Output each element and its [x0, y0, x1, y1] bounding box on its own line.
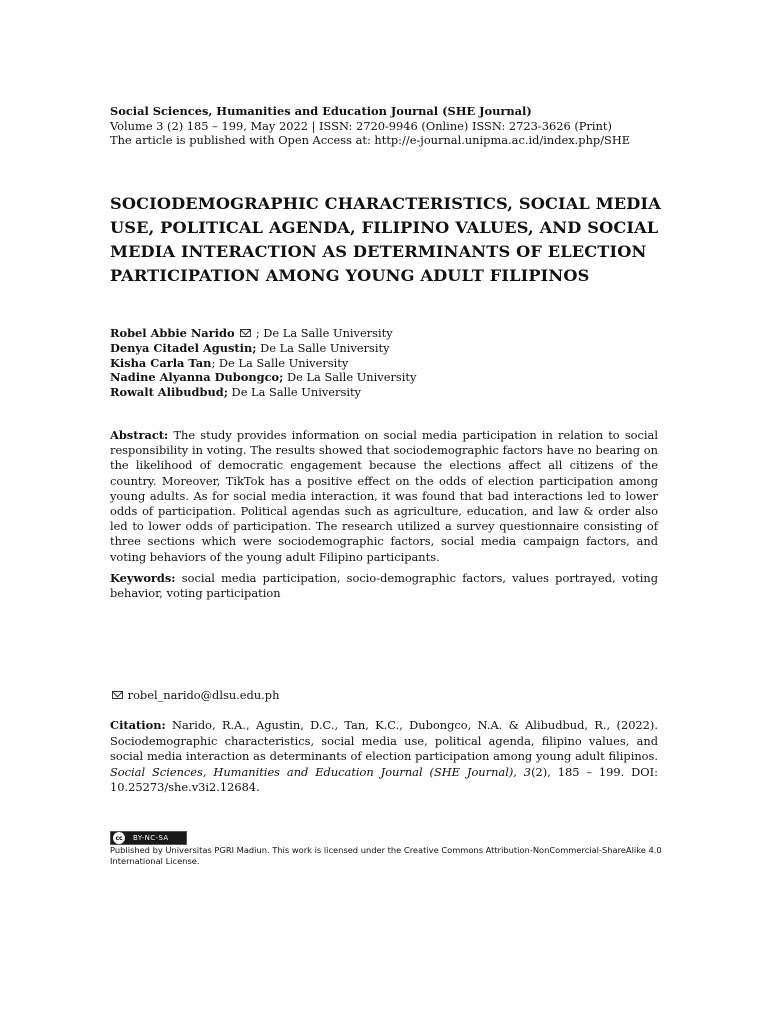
- author-item: [110, 326, 658, 341]
- email-address[interactable]: robel_narido@dlsu.edu.ph: [127, 688, 280, 702]
- author-affiliation: De La Salle University: [227, 385, 361, 400]
- author-item: [110, 341, 658, 356]
- cc-icon: cc: [113, 832, 125, 844]
- author-name: Robel Abbie Narido: [110, 326, 235, 340]
- corresponding-email: [110, 688, 279, 702]
- citation-text: Narido, R.A., Agustin, D.C., Tan, K.C., Dubongco, N.A. & Alibudbud, R., (2022). Sociodemographic characteristics, social media use, political agenda, filipino values, and social media interaction as determinants of election participation among young adult filipinos.: [110, 718, 658, 764]
- abstract-text: The study provides information on social media participation in relation to social responsibility in voting. The results showed that sociodemographic factors have no bearing on the likelihood of democratic engagement because the elections affect all citizens of the country. Moreover, TikTok has a positive effect on the odds of election participation among young adults. As for social media interaction, it was found that bad interactions led to lower odds of participation. Political agendas such as agriculture, education, and law & order also led to lower odds of participation. The research utilized a survey questionnaire consisting of three sections which were sociodemographic factors, social media campaign factors, and voting behaviors of the young adult Filipino participants.: [110, 428, 658, 564]
- author-name: Kisha Carla Tan: [110, 355, 212, 370]
- author-affiliation: De La Salle University: [256, 340, 390, 355]
- cc-license-badge[interactable]: [110, 831, 187, 845]
- license-statement: Published by Universitas PGRI Madiun. This work is licensed under the Creative Commons Attribution-NonCommercial-ShareAlike 4.0 International License.: [110, 845, 662, 867]
- cc-badge-text: BY-NC-SA: [133, 834, 169, 842]
- author-name: Rowalt Alibudbud;: [110, 385, 228, 400]
- article-title: SOCIODEMOGRAPHIC CHARACTERISTICS, SOCIAL MEDIA USE, POLITICAL AGENDA, FILIPINO VALUES, AND SOCIAL MEDIA INTERACTION AS DETERMINANTS OF ELECTION PARTICIPATION AMONG YOUNG ADULT FILIPINOS: [110, 194, 661, 285]
- citation-label: Citation:: [110, 718, 166, 732]
- author-affiliation: De La Salle University: [283, 370, 417, 385]
- keywords: [110, 571, 658, 601]
- citation-journal: Social Sciences, Humanities and Education Journal (SHE Journal), 3: [110, 764, 532, 779]
- citation-issue: (2), 185 – 199. DOI: 10.25273/she.v3i2.12684.: [110, 764, 658, 795]
- author-item: [110, 370, 658, 385]
- keywords-text: social media participation, socio-demographic factors, values portrayed, voting behavior, voting participation: [110, 571, 658, 601]
- journal-name: Social Sciences, Humanities and Education Journal (SHE Journal): [110, 104, 532, 118]
- author-name: Nadine Alyanna Dubongco;: [110, 370, 284, 385]
- journal-volume: Volume 3 (2) 185 – 199, May 2022 | ISSN: 2720-9946 (Online) ISSN: 2723-3626 (Print): [110, 118, 612, 133]
- journal-access: The article is published with Open Access at: http://e-journal.unipma.ac.id/index.php/SHE: [110, 133, 631, 148]
- abstract: [110, 428, 658, 565]
- author-list: [110, 326, 658, 400]
- citation: [110, 718, 658, 796]
- author-affiliation: ; De La Salle University: [211, 355, 349, 370]
- journal-header: [110, 104, 670, 148]
- author-item: [110, 356, 658, 371]
- author-item: [110, 385, 658, 400]
- keywords-label: Keywords:: [110, 571, 176, 585]
- author-name: Denya Citadel Agustin;: [110, 340, 257, 355]
- mail-icon: [112, 691, 123, 699]
- abstract-label: Abstract:: [110, 428, 169, 442]
- mail-icon: [240, 329, 251, 337]
- author-affiliation: ; De La Salle University: [255, 326, 393, 340]
